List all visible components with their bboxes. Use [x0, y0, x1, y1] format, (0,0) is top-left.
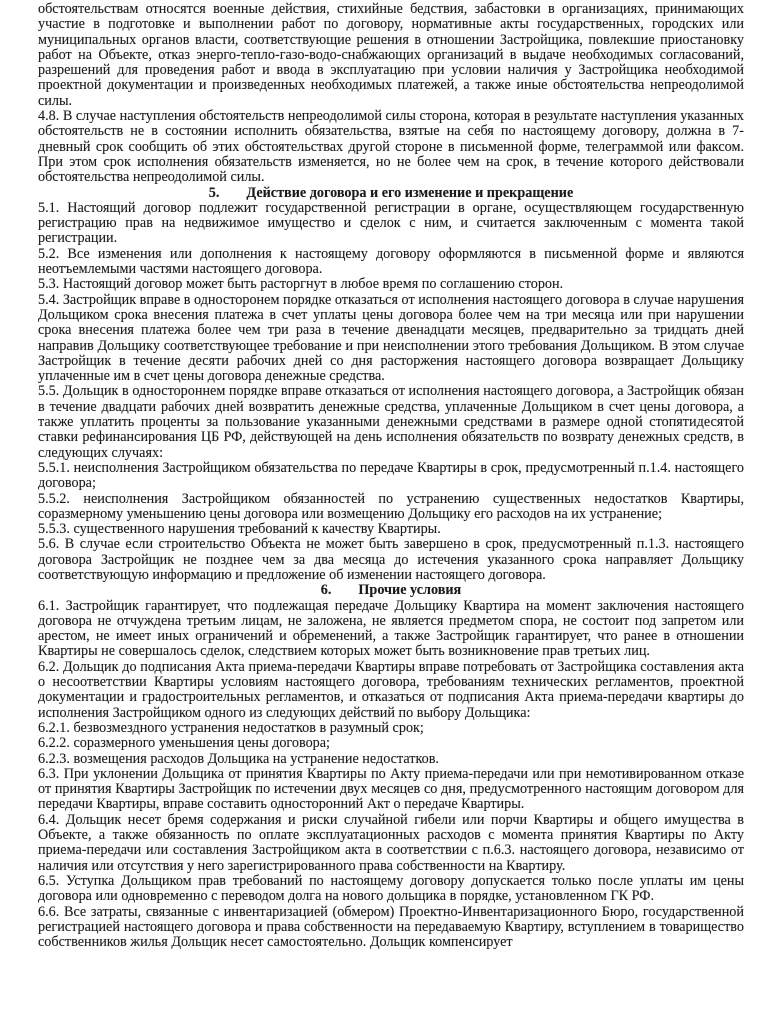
section-number: 6. [320, 582, 332, 599]
paragraph: 5.5.1. неисполнения Застройщиком обязательства по передаче Квартиры в срок, предусмотренный п.1.4. настоящего договора; [38, 459, 744, 492]
paragraph: 5.3. Настоящий договор может быть расторгнут в любое время по соглашению сторон. [38, 276, 564, 293]
section-title: Действие договора и его изменение и прекращение [246, 184, 574, 201]
paragraph: 6.2. Дольщик до подписания Акта приема-передачи Квартиры вправе потребовать от Застройщика составления акта о несоответствии Квартиры условиям настоящего договора, требованиям технических регламентов, проектной документации и градостроительных регламентов, и отказаться от подписания Акта приема-передачи квартиры до исполнения Застройщиком одного из следующих действий по выбору Дольщика: [38, 658, 744, 721]
paragraph: 6.2.1. безвозмездного устранения недостатков в разумный срок; [38, 719, 424, 736]
paragraph: 5.1. Настоящий договор подлежит государственной регистрации в органе, осуществляющем государственную регистрацию прав на недвижимое имущество и сделок с ним, и считается заключенным с момента такой регистрации. [38, 199, 744, 247]
document-body [38, 2, 744, 950]
paragraph: 5.5.2. неисполнения Застройщиком обязанностей по устранению существенных недостатков Квартиры, соразмерному уменьшению цены договора или возмещению Дольщику его расходов на их устранение; [38, 490, 744, 522]
paragraph: 6.4. Дольщик несет бремя содержания и риски случайной гибели или порчи Квартиры и общего имущества в Объекте, а также обязанность по оплате эксплуатационных расходов с момента принятия Квартиры по Акту приема-передачи или составления Застройщиком акта в соответствии с п.6.3. настоящего договора, независимо от наличия или отсутствия у него зарегистрированного права собственности на Квартиру. [38, 811, 744, 874]
paragraph: 5.5.3. существенного нарушения требований к качеству Квартиры. [38, 521, 441, 538]
section-title: Прочие условия [358, 582, 462, 599]
paragraph: 6.1. Застройщик гарантирует, что подлежащая передаче Дольщику Квартира на момент заключения настоящего договора не отчуждена третьим лицам, не заложена, не является предметом спора, не состоит под запретом или арестом, не имеет иных ограничений и обременений, а также Застройщик гарантирует, что ранее в отношении Квартиры не совершалось сделок, следствием которых может быть возникновение прав третьих лиц. [38, 597, 744, 660]
paragraph: обстоятельствам относятся военные действия, стихийные бедствия, забастовки в организациях, принимающих участие в подготовке и выполнении работ по договору, нормативные акты государственных, городских или муниципальных органов власти, соответствующие решения в отношении Застройщика, повлекшие приостановку работ на Объекте, отказ энерго-тепло-газо-водо-снабжающих организаций в выдаче необходимых согласований, разрешений для проведения работ и ввода в эксплуатацию при условии наличия у Застройщика необходимой проектной документации и произведенных необходимых платежей, а также иные обстоятельства непреодолимой силы. [38, 1, 744, 109]
paragraph: 5.5. Дольщик в одностороннем порядке вправе отказаться от исполнения настоящего договора, а Застройщик обязан в течение двадцати рабочих дней возвратить денежные средства, уплаченные Дольщиком в счет цены договора, а также уплатить проценты за пользование указанными денежными средствами в размере одной стопятидесятой ставки рефинансирования ЦБ РФ, действующей на день исполнения обязательств по возврату денежных средств, в следующих случаях: [38, 383, 744, 461]
section-heading [38, 583, 744, 598]
paragraph: 6.5. Уступка Дольщиком прав требований по настоящему договору допускается только после уплаты им цены договора или одновременно с переводом долга на нового дольщика в порядке, установленном ГК РФ. [38, 872, 744, 905]
paragraph: 6.2.2. соразмерного уменьшения цены договора; [38, 735, 330, 752]
paragraph: 4.8. В случае наступления обстоятельств непреодолимой силы сторона, которая в результате наступления указанных обстоятельств не в состоянии исполнить обязательства, взятые на себя по настоящему договору, должна в 7-дневный срок сообщить об этих обстоятельствах другой стороне в письменной форме, телеграммой или факсом. При этом срок исполнения обязательств изменяется, но не более чем на срок, в течение которого действовали обстоятельства непреодолимой силы. [38, 108, 744, 186]
paragraph: 5.4. Застройщик вправе в односторонем порядке отказаться от исполнения настоящего договора в случае нарушения Дольщиком срока внесения платежа в счет уплаты цены договора более чем на три месяца или при нарушении срока внесения платежа более чем три раза в течение двенадцати месяцев, предварительно за тридцать дней направив Дольщику соответствующее требование и при неисполнении этого требования Дольщиком. В этом случае Застройщик в течение десяти рабочих дней со дня расторжения настоящего договора возвращает Дольщику уплаченные им в счет цены договора денежные средства. [38, 291, 745, 385]
paragraph: 5.6. В случае если строительство Объекта не может быть завершено в срок, предусмотренный п.1.3. настоящего договора Застройщик не позднее чем за два месяца до истечения указанного срока направляет Дольщику соответствующую информацию и предложение об изменении настоящего договора. [38, 536, 744, 583]
section-number: 5. [208, 184, 220, 201]
paragraph: 6.6. Все затраты, связанные с инвентаризацией (обмером) Проектно-Инвентаризационного Бюро, государственной регистрацией настоящего договора и права собственности на передаваемую Квартиру, вступлением в товарищество собственников жилья Дольщик несет самостоятельно. Дольщик компенсирует [38, 903, 744, 951]
paragraph: 5.2. Все изменения или дополнения к настоящему договору оформляются в письменной форме и являются неотъемлемыми частями настоящего договора. [38, 245, 744, 278]
paragraph: 6.3. При уклонении Дольщика от принятия Квартиры по Акту приема-передачи или при немотивированном отказе от принятия Квартиры Застройщик по истечении двух месяцев со дня, предусмотренного настоящим договором для передачи Квартиры, вправе составить односторонний Акт о передаче Квартиры. [38, 765, 744, 813]
section-heading [38, 186, 744, 201]
paragraph: 6.2.3. возмещения расходов Дольщика на устранение недостатков. [38, 750, 439, 767]
